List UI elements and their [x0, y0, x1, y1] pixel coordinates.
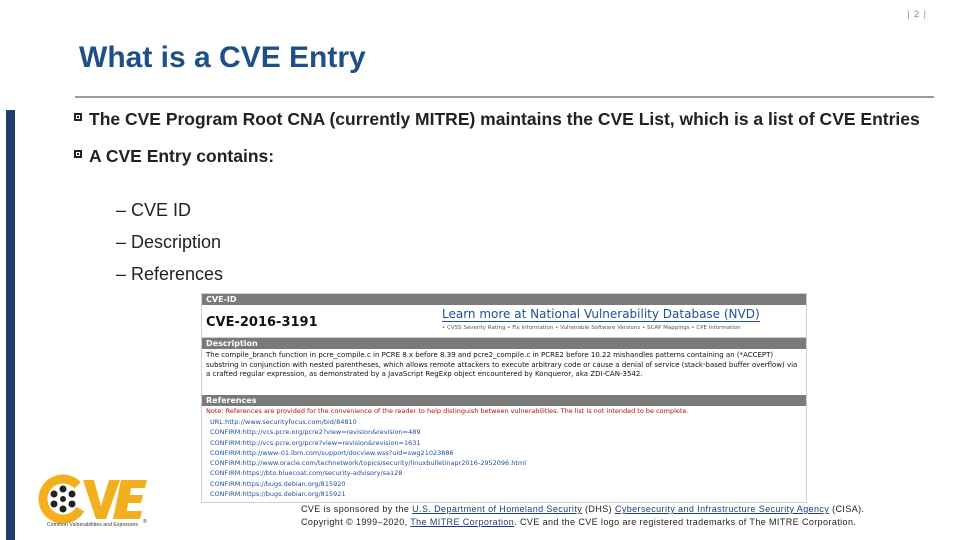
- logo-tagline: Common Vulnerabilities and Exposures: [47, 522, 138, 528]
- cve-entry-screenshot: [201, 293, 807, 503]
- reference-link[interactable]: CONFIRM:https://bto.bluecoat.com/security-advisory/sa128: [210, 469, 403, 478]
- bullet-text: The CVE Program Root CNA (currently MITRE) maintains the CVE List, which is a list of CVE Entries: [89, 109, 920, 129]
- cisa-link[interactable]: Cybersecurity and Infrastructure Security Agency: [614, 504, 830, 514]
- footer-line-2: [301, 516, 864, 529]
- reference-link[interactable]: CONFIRM:https://bugs.debian.org/815921: [210, 490, 346, 499]
- bullet-item: [74, 108, 934, 130]
- footer-text: Copyright © 1999–2020,: [301, 517, 411, 527]
- footer-line-1: [301, 503, 864, 516]
- bullet-text: A CVE Entry contains:: [89, 146, 275, 166]
- bullet-list: [74, 108, 934, 182]
- dhs-link[interactable]: U.S. Department of Homeland Security: [412, 504, 583, 514]
- sub-bullet-list: [116, 198, 223, 294]
- sub-bullet-cve-id: – CVE ID: [116, 200, 192, 220]
- left-accent-bar: [0, 0, 15, 540]
- bullet-item: [74, 145, 934, 167]
- nvd-section: [440, 305, 806, 337]
- slide-title: What is a CVE Entry: [79, 41, 366, 74]
- reference-link[interactable]: CONFIRM:http://www.oracle.com/technetwork/topics/security/linuxbulletinapr2016-2952096.html: [210, 459, 527, 468]
- left-accent-strip: [6, 110, 15, 540]
- footer-text: CVE is sponsored by the: [301, 504, 413, 514]
- footer-text: . CVE and the CVE logo are registered trademarks of The MITRE Corporation.: [514, 517, 857, 527]
- references-list: [202, 415, 806, 501]
- references-note: Note: References are provided for the convenience of the reader to help distinguish between vulnerabilities. The list is not intended to be complete.: [206, 407, 689, 415]
- reference-link[interactable]: CONFIRM:http://vcs.pcre.org/pcre2?view=revision&revision=489: [210, 428, 421, 437]
- cve-id-header: CVE-ID: [202, 294, 806, 305]
- square-bullet-icon: [74, 113, 82, 121]
- footer-text: (DHS): [582, 504, 615, 514]
- square-bullet-icon: [74, 150, 82, 158]
- footer-text: (CISA).: [829, 504, 865, 514]
- mitre-link[interactable]: The MITRE Corporation: [410, 517, 515, 527]
- reference-link[interactable]: CONFIRM:https://bugs.debian.org/815920: [210, 479, 346, 488]
- title-divider: [75, 96, 934, 98]
- nvd-features: • CVSS Severity Rating • Fix Information • Vulnerable Software Versions • SCAP Mappings • CPE Information: [442, 325, 741, 331]
- reference-link[interactable]: CONFIRM:http://vcs.pcre.org/pcre?view=revision&revision=1631: [210, 438, 421, 447]
- description-text: The compile_branch function in pcre_compile.c in PCRE 8.x before 8.39 and pcre2_compile.c in PCRE2 before 10.22 mishandles patterns containing an (*ACCEPT) substring in conjunction with nested parentheses, which allows remote attackers to execute arbitrary code or cause a denial of service (stack-based buffer overflow) via a crafted regular expression, as demonstrated by a JavaScript RegExp object encountered by Konqueror, aka ZDI-CAN-3542.: [206, 351, 798, 378]
- footer-notice: [301, 503, 864, 529]
- cve-id-row: [202, 305, 806, 338]
- reference-link[interactable]: CONFIRM:http://www-01.ibm.com/support/docview.wss?uid=swg21023886: [210, 448, 454, 457]
- nvd-link[interactable]: Learn more at National Vulnerability Database (NVD): [442, 307, 760, 321]
- sub-bullet-references: – References: [116, 264, 224, 284]
- page-number: | 2 |: [907, 9, 927, 19]
- sub-bullet-description: – Description: [116, 232, 222, 252]
- cve-id-value: CVE-2016-3191: [206, 315, 318, 330]
- svg-text:®: ®: [143, 519, 147, 525]
- description-header: Description: [202, 338, 806, 349]
- reference-link[interactable]: URL:http://www.securityfocus.com/bid/84810: [210, 418, 357, 426]
- references-header: References: [202, 395, 806, 406]
